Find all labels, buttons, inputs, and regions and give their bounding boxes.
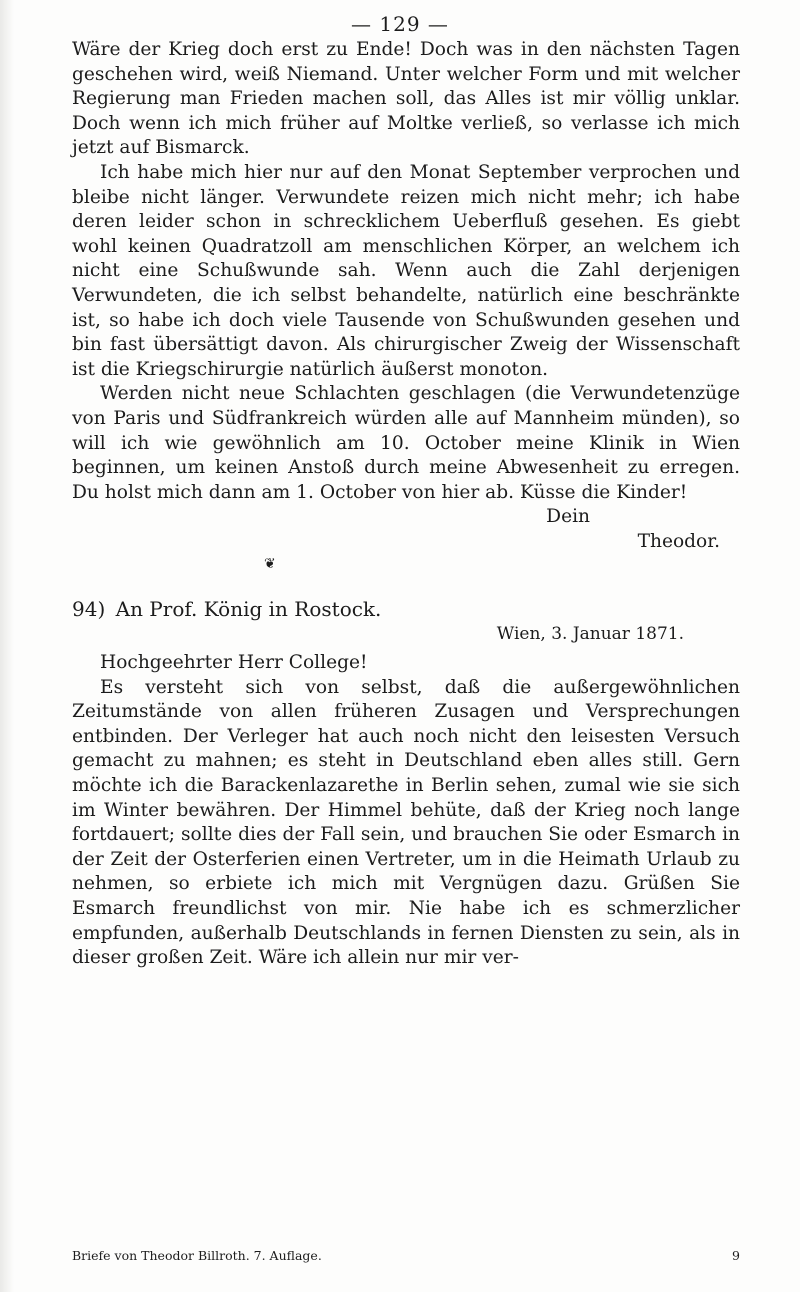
letter2-place-date: Wien, 3. Januar 1871. xyxy=(496,624,684,645)
letter1-paragraph-3: Werden nicht neue Schlachten geschlagen (die Verwundetenzüge von Paris und Südfrankreich würden alle auf Mannheim münden), so will ich wie gewöhnlich am 10. October meine Klinik in Wien beginnen, um keinen Anstoß durch meine Abwesenheit zu erregen. Du holst mich dann am 1. October von hier ab. Küsse die Kinder! xyxy=(72,383,740,503)
page-body xyxy=(72,38,740,971)
letter2-paragraph: Es versteht sich von selbst, daß die außergewöhnlichen Zeitumstände von allen früheren Zusagen und Versprechungen entbinden. Der Verleger hat auch noch nicht den leisesten Versuch gemacht zu mahnen; es steht in Deutschland eben alles still. Gern möchte ich die Barackenlazarethe in Berlin sehen, zumal wie sie sich im Winter bewähren. Der Himmel behüte, daß der Krieg noch lange fortdauert; sollte dies der Fall sein, und brauchen Sie oder Esmarch in der Zeit der Osterferien einen Vertreter, um in die Heimath Urlaub zu nehmen, so erbiete ich mich mit Vergnügen dazu. Grüßen Sie Esmarch freundlichst von mir. Nie habe ich es schmerzlicher empfunden, außerhalb Deutschlands in fernen Diensten zu sein, als in dieser großen Zeit. Wäre ich allein nur mir ver- xyxy=(72,676,740,969)
letter2-salutation: Hochgeehrter Herr College! xyxy=(100,652,368,674)
letter1-closing: Dein xyxy=(546,506,590,528)
letter1-paragraph-2: Ich habe mich hier nur auf den Monat September verprochen und bleibe nicht länger. Verwundete reizen mich nicht mehr; ich habe deren leider schon in schrecklichem Ueberfluß gesehen. Es giebt wohl keinen Quadratzoll am menschlichen Körper, an welchem ich nicht eine Schußwunde sah. Wenn auch die Zahl derjenigen Verwundeten, die ich selbst behandelte, natürlich eine beschränkte ist, so habe ich doch viele Tausende von Schußwunden gesehen und bin fast übersättigt davon. Als chirurgischer Zweig der Wissenschaft ist die Kriegschirurgie natürlich äußerst monoton. xyxy=(72,161,740,380)
page-number: — 129 — xyxy=(351,12,449,36)
letter2-heading xyxy=(72,596,740,622)
section-divider-ornament: ❦ xyxy=(264,556,276,573)
letter2-recipient: An Prof. König in Rostock. xyxy=(115,597,382,622)
footer-signature-mark: 9 xyxy=(732,1248,740,1263)
letter1-signature: Theodor. xyxy=(637,530,720,552)
letter2-number: 94) xyxy=(72,597,106,622)
footer-source: Briefe von Theodor Billroth. 7. Auflage. xyxy=(72,1248,322,1263)
scan-shadow-edge xyxy=(0,0,14,1292)
letter1-paragraph-1: Wäre der Krieg doch erst zu Ende! Doch was in den nächsten Tagen geschehen wird, weiß Niemand. Unter welcher Form und mit welcher Regierung man Frieden machen soll, das Alles ist mir völlig unklar. Doch wenn ich mich früher auf Moltke verließ, so verlasse ich mich jetzt auf Bismarck. xyxy=(72,39,740,159)
page-footer xyxy=(72,1248,740,1263)
